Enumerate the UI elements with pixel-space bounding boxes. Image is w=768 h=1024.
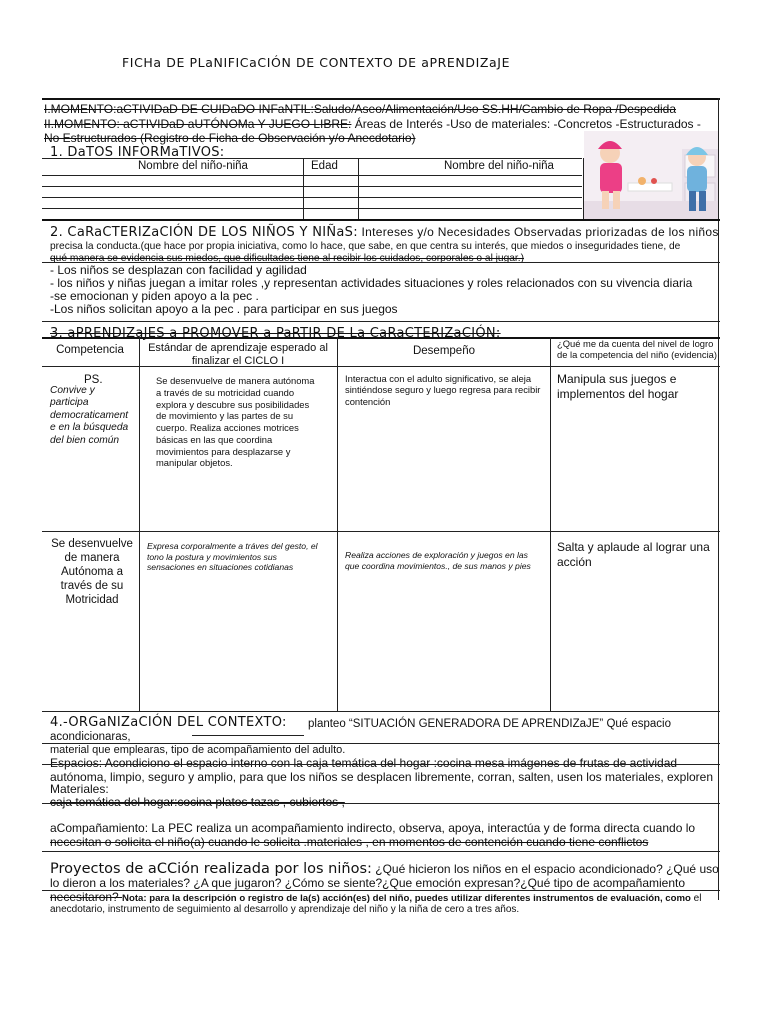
sec4-heading-rest: planteo “SITUACIÓN GENERADORA DE APRENDIZaJE” Qué espacio [308, 718, 672, 730]
sec3-heading: 3. aPRENDIZaJES a PROMOVER a PaRTIR DE La CaRaCTERIZaCIÓN: [50, 326, 501, 341]
estandar-row2: Expresa corporalmente a tráves del gesto, el tono la postura y movimientos sus sensaciones en situaciones cotidianas [147, 541, 318, 573]
sec4-line [42, 764, 720, 765]
col-edad-header: Edad [311, 160, 338, 172]
sec4-acomp2: necesitan o solicita el niño(a) cuando le solicita .materiales , en momentos de contención cuando tiene conflictos [50, 835, 649, 849]
sec4-heading-underline [192, 735, 304, 736]
sec1-bottom-line [42, 219, 720, 221]
sec2-heading-rest: Intereses y/o Necesidades Observadas priorizadas de los niños [357, 225, 719, 239]
desempeno-row1: Interactua con el adulto significativo, se aleja sintiéndose seguro y luego regresa para recibir contención [345, 373, 541, 407]
momento-2-line2: No Estructurados (Registro de Ficha de Observación y/o Anecdotario) [44, 131, 416, 145]
sec5-line3c: el [690, 893, 702, 904]
sec4-line [42, 851, 720, 852]
col-nombre2-header: Nombre del niño-niña [444, 160, 554, 172]
sec1-line [42, 158, 582, 159]
evidencia-row1: Manipula sus juegos e implementos del hogar [557, 372, 679, 401]
col-nombre-header: Nombre del niño-niña [138, 160, 248, 172]
sec1-col-divider [303, 158, 304, 220]
comp-row1-text: Convive y participa democraticament e en la búsqueda del bien común [50, 385, 129, 446]
sec1-line [42, 186, 582, 187]
frame-top-line [42, 98, 720, 100]
sec2-item: - los niños y niñas juegan a imitar roles ,y representan actividades situaciones y roles relacionados con su vivencia diaria [50, 276, 693, 290]
sec5-heading-rest: ¿Qué hicieron los niños en el espacio acondicionado? ¿Qué uso [371, 862, 719, 876]
estandar-row1: Se desenvuelve de manera autónoma a través de su motricidad cuando explora y descubre sus posibilidades de movimiento y las partes de su cuerpo. Realiza acciones motrices básicas en las que coordina movimientos para desplazarse y manipular objetos. [156, 375, 315, 469]
momento-1: I.MOMENTO:aCTIVIDaD DE CUIDaDO INFaNTIL:Saludo/Aseo/Alimentación/Uso SS.HH/Cambio de Ropa /Despedida [44, 102, 677, 116]
sec1-line [42, 208, 582, 209]
sec1-col-divider [358, 158, 359, 220]
sec2-item: -se emocionan y piden apoyo a la pec . [50, 289, 259, 303]
desempeno-row2: Realiza acciones de exploración y juegos en las que coordina movimientos., de sus manos y pies [345, 550, 531, 571]
sec1-heading: 1. DaTOS INFORMaTIVOS: [50, 145, 225, 160]
sec4-line3: material que emplearas, tipo de acompañamiento del adulto. [50, 744, 346, 756]
sec4-heading-title: 4.-ORGaNIZaCIÓN DEL CONTEXTO: [50, 715, 287, 730]
sec2-line3: qué manera se evidencia sus miedos, que dificultades tiene al recibir los cuidados, corporales o al jugar.) [50, 253, 524, 264]
sec5-line [42, 890, 720, 891]
sec2-line2: precisa la conducta.(que hace por propia iniciativa, como lo hace, que sabe, en que centra su interés, que miedos o inseguridades tiene, de [50, 241, 681, 252]
sec2-line [42, 321, 720, 322]
sec5-line3a: necesitaron? [50, 890, 123, 904]
page-title: FICHa DE PLaNIFICaCIÓN DE CONTEXTO DE aPRENDIZaJE [122, 55, 511, 70]
comp-row2-text: Se desenvuelve de manera Autónoma a través de su Motricidad [51, 538, 133, 607]
sec2-item: - Los niños se desplazan con facilidad y agilidad [50, 263, 307, 277]
sec1-line [42, 197, 582, 198]
sec5-line4: anecdotario, instrumento de seguimiento al desarrollo y aprendizaje del niño y la niña de cero a tres años. [50, 904, 520, 915]
header-evidencia: ¿Qué me da cuenta del nivel de logro de la competencia del niño (evidencia) [557, 338, 717, 360]
sec4-espacios2: autónoma, limpio, seguro y amplio, para que los niños se desplacen libremente, corran, salten, usen los materiales, exploren [50, 770, 714, 784]
evidencia-row2: Salta y aplaude al lograr una acción [557, 540, 710, 569]
momento-2-heading: II.MOMENTO: aCTIVIDaD aUTÓNOMa Y JUEGO LIBRE: [44, 117, 352, 131]
sec4-acomp1: aCompañamiento: La PEC realiza un acompañamiento indirecto, observa, apoya, interactúa y de forma directa cuando lo [50, 821, 696, 835]
sec3-col-divider [550, 337, 551, 711]
sec2-heading [50, 226, 719, 240]
momento-2-rest: Áreas de Interés -Uso de materiales: -Concretos -Estructurados - [351, 117, 701, 131]
sec4-line [42, 803, 720, 804]
sec4-espacios1: Espacios: Acondiciono el espacio interno con la caja temática del hogar :cocina mesa imágenes de frutas de actividad [50, 756, 678, 770]
sec2-item: -Los niños solicitan apoyo a la pec . para participar en sus juegos [50, 302, 398, 316]
children-playing-photo [584, 131, 718, 219]
sec4-materiales: caja temática del hogar:cocina platos tazas , cubiertos , [50, 795, 345, 809]
sec2-line [42, 262, 720, 263]
sec4-materiales-label: Materiales: [50, 782, 109, 796]
sec3-col-divider [337, 337, 338, 711]
sec5-line2: lo dieron a los materiales? ¿A que jugaron? ¿Cómo se siente?¿Que emoción expresan?¿Qué tipo de acompañamiento [50, 876, 686, 890]
sec3-col-divider [139, 337, 140, 711]
momento-2 [44, 118, 701, 131]
sec5-line3 [50, 891, 701, 905]
header-estandar: Estándar de aprendizaje esperado al finalizar el CICLO I [148, 342, 328, 368]
sec4-line2: acondicionaras, [50, 731, 131, 743]
sec4-heading [50, 716, 287, 730]
sec5-nota: Nota: para la descripción o registro de la(s) acción(es) del niño, puedes utilizar diferentes instrumentos de evaluación, como [122, 893, 691, 904]
header-competencia: Competencia [56, 344, 124, 356]
sec3-row-line [42, 531, 720, 532]
sec1-line [42, 175, 582, 176]
sec4-line [42, 743, 720, 744]
header-desempeno: Desempeño [412, 345, 475, 357]
sec2-heading-title: 2. CaRaCTERIZaCIÓN DE LOS NIÑOS Y NIÑaS: [50, 225, 358, 240]
sec3-bottom-line [42, 711, 720, 712]
comp-ps-title: PS. [84, 374, 103, 386]
sec5-heading-title: Proyectos de aCCión realizada por los niños: [50, 861, 372, 877]
